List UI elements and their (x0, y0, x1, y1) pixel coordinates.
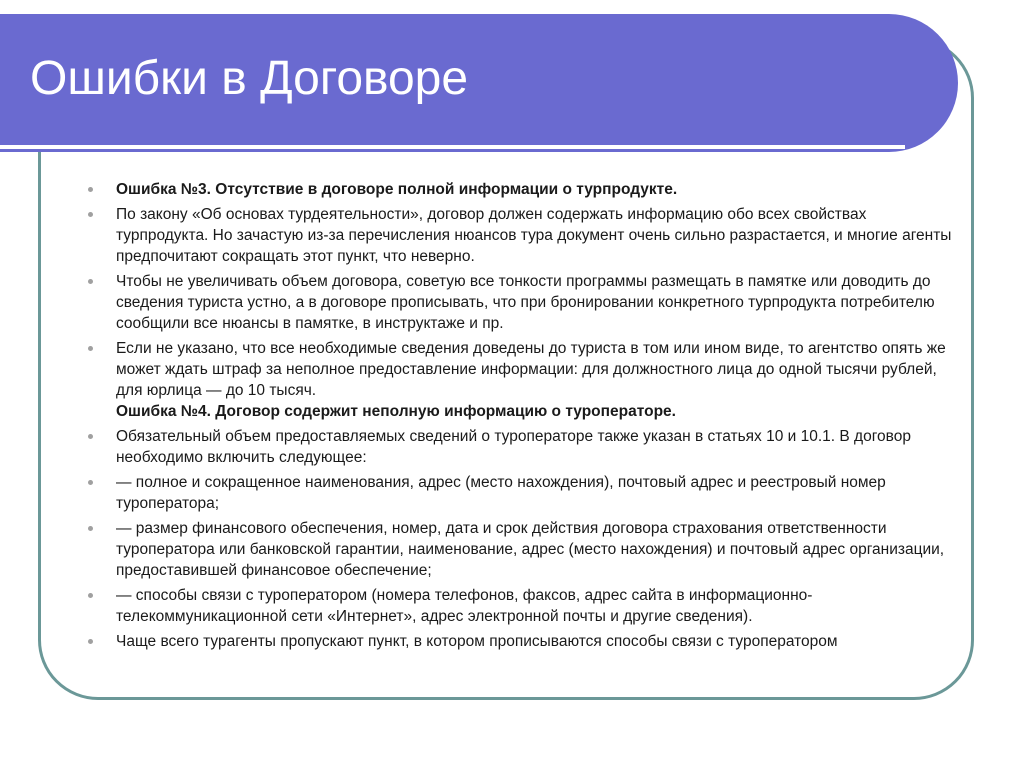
list-item-text: Чаще всего турагенты пропускают пункт, в котором прописываются способы связи с туроператором (116, 633, 838, 650)
bullet-dot-icon (88, 187, 93, 192)
bullet-list (104, 179, 954, 656)
bullet-dot-icon (88, 434, 93, 439)
bullet-dot-icon (88, 593, 93, 598)
title-underline (0, 145, 905, 149)
list-item-text: — способы связи с туроператором (номера телефонов, факсов, адрес сайта в информационно-телекоммуникационной сети «Интернет», адрес электронной почты и другие сведения). (116, 587, 813, 625)
error-4-heading: Ошибка №4. Договор содержит неполную информацию о туроператоре. (116, 403, 676, 420)
list-item-text: Обязательный объем предоставляемых сведений о туроператоре также указан в статьях 10 и 10.1. В договор необходимо включить следующее: (116, 428, 911, 466)
list-item (104, 426, 954, 468)
slide-title: Ошибки в Договоре (30, 52, 469, 105)
list-item-text: Если не указано, что все необходимые сведения доведены до туриста в том или ином виде, то агентство опять же может ждать штраф за неполное предоставление информации: для должностного лица до одной тысячи рублей, для юрлица — до 10 тысяч. (116, 340, 946, 399)
bullet-dot-icon (88, 279, 93, 284)
list-item-text: — размер финансового обеспечения, номер, дата и срок действия договора страхования ответственности туроператора или банковской гарантии, наименование, адрес (место нахождения) и почтовый адрес организации, предоставившей финансовое обеспечение; (116, 520, 945, 579)
error-3-heading: Ошибка №3. Отсутствие в договоре полной информации о турпродукте. (116, 181, 678, 198)
list-item (104, 179, 954, 200)
bullet-dot-icon (88, 639, 93, 644)
list-item-text: Чтобы не увеличивать объем договора, советую все тонкости программы размещать в памятке или доводить до сведения туриста устно, а в договоре прописывать, что при бронировании конкретного турпродукта потребителю сообщили все нюансы в памятке, в инструктаже и пр. (116, 273, 935, 332)
list-item (104, 271, 954, 334)
list-item (104, 204, 954, 267)
bullet-dot-icon (88, 526, 93, 531)
bullet-dot-icon (88, 212, 93, 217)
list-item (104, 585, 954, 627)
list-item (104, 338, 954, 422)
title-banner (0, 14, 958, 152)
list-item-text: По закону «Об основах турдеятельности», договор должен содержать информацию обо всех свойствах турпродукта. Но зачастую из-за перечисления нюансов тура документ очень сильно разрастается, и многие агенты предпочитают сокращать этот пункт, что неверно. (116, 206, 952, 265)
list-item (104, 631, 954, 652)
bullet-dot-icon (88, 346, 93, 351)
list-item (104, 518, 954, 581)
list-item-text: — полное и сокращенное наименования, адрес (место нахождения), почтовый адрес и реестровый номер туроператора; (116, 474, 886, 512)
bullet-dot-icon (88, 480, 93, 485)
list-item (104, 472, 954, 514)
